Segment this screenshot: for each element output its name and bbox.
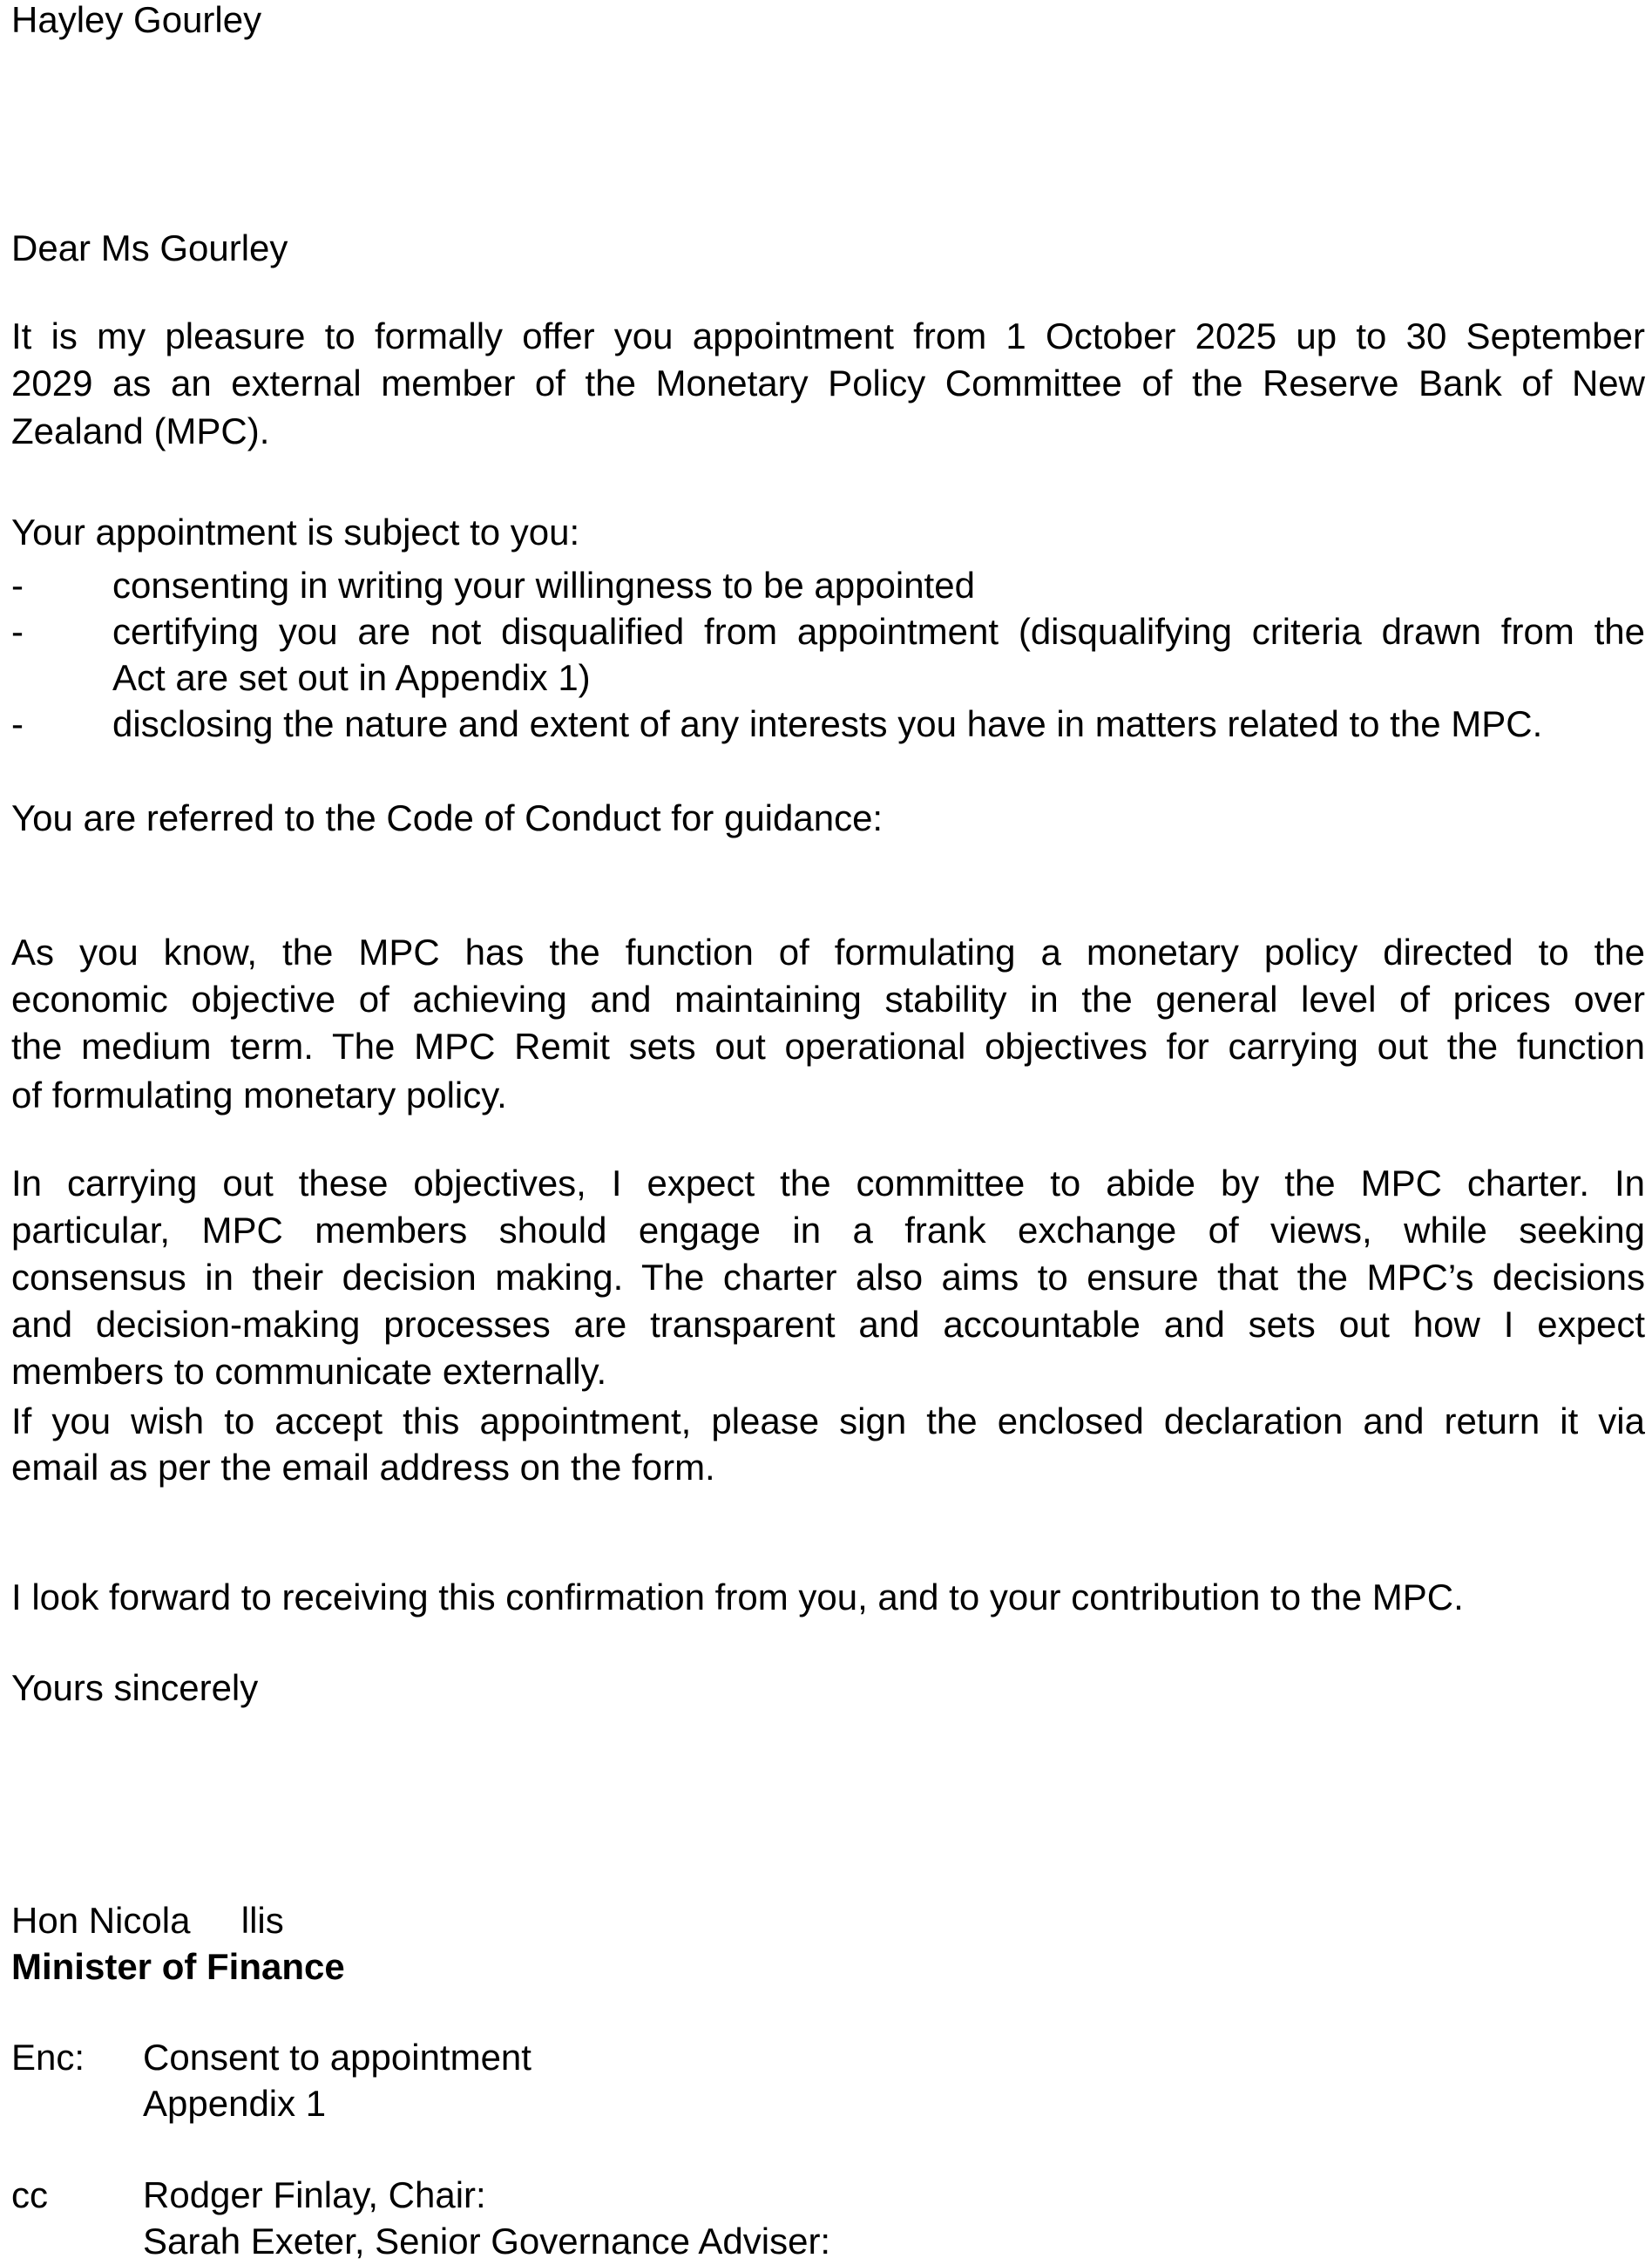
para2-line: the medium term. The MPC Remit sets out operational objectives for carrying out the function — [11, 1026, 1645, 1067]
closing: Yours sincerely — [11, 1667, 259, 1708]
code-of-conduct-reference: You are referred to the Code of Conduct for guidance: — [11, 797, 884, 838]
para1-line: 2029 as an external member of the Monetary Policy Committee of the Reserve Bank of New — [11, 363, 1645, 403]
para2-line: As you know, the MPC has the function of formulating a monetary policy directed to the — [11, 932, 1645, 973]
para2-line: economic objective of achieving and maintaining stability in the general level of prices over — [11, 979, 1645, 1020]
para1-line: Zealand (MPC). — [11, 410, 270, 451]
salutation: Dear Ms Gourley — [11, 227, 288, 268]
para3-line: members to communicate externally. — [11, 1351, 607, 1392]
para2-line: of formulating monetary policy. — [11, 1075, 507, 1116]
cc-item: Rodger Finlay, Chair: — [143, 2174, 486, 2215]
bullet-item: consenting in writing your willingness to be appointed — [112, 565, 975, 606]
bullet-dash: - — [11, 703, 24, 744]
para3-line: particular, MPC members should engage in a frank exchange of views, while seeking — [11, 1210, 1645, 1251]
para4-line: If you wish to accept this appointment, please sign the enclosed declaration and return it via — [11, 1400, 1645, 1441]
conditions-intro: Your appointment is subject to you: — [11, 512, 580, 553]
signatory-title: Minister of Finance — [11, 1946, 345, 1987]
recipient-name: Hayley Gourley — [11, 0, 262, 40]
para4-line: email as per the email address on the form. — [11, 1447, 715, 1488]
cc-label: cc — [11, 2174, 48, 2215]
para3-line: consensus in their decision making. The charter also aims to ensure that the MPC’s decisions — [11, 1257, 1645, 1298]
para3-line: In carrying out these objectives, I expect the committee to abide by the MPC charter. In — [11, 1163, 1645, 1204]
enclosure-item: Appendix 1 — [143, 2083, 327, 2124]
bullet-dash: - — [11, 565, 24, 606]
signatory-name: Hon Nicola llis — [11, 1900, 284, 1941]
bullet-item: disclosing the nature and extent of any interests you have in matters related to the MPC. — [112, 703, 1543, 744]
cc-item: Sarah Exeter, Senior Governance Adviser: — [143, 2221, 831, 2262]
bullet-item: certifying you are not disqualified from appointment (disqualifying criteria drawn from the — [112, 611, 1645, 652]
para5: I look forward to receiving this confirmation from you, and to your contribution to the MPC. — [11, 1577, 1464, 1617]
enclosures-label: Enc: — [11, 2037, 85, 2078]
enclosure-item: Consent to appointment — [143, 2037, 531, 2078]
bullet-item-cont: Act are set out in Appendix 1) — [112, 657, 591, 698]
para3-line: and decision-making processes are transparent and accountable and sets out how I expect — [11, 1304, 1645, 1345]
para1-line: It is my pleasure to formally offer you appointment from 1 October 2025 up to 30 September — [11, 315, 1645, 356]
bullet-dash: - — [11, 611, 24, 652]
